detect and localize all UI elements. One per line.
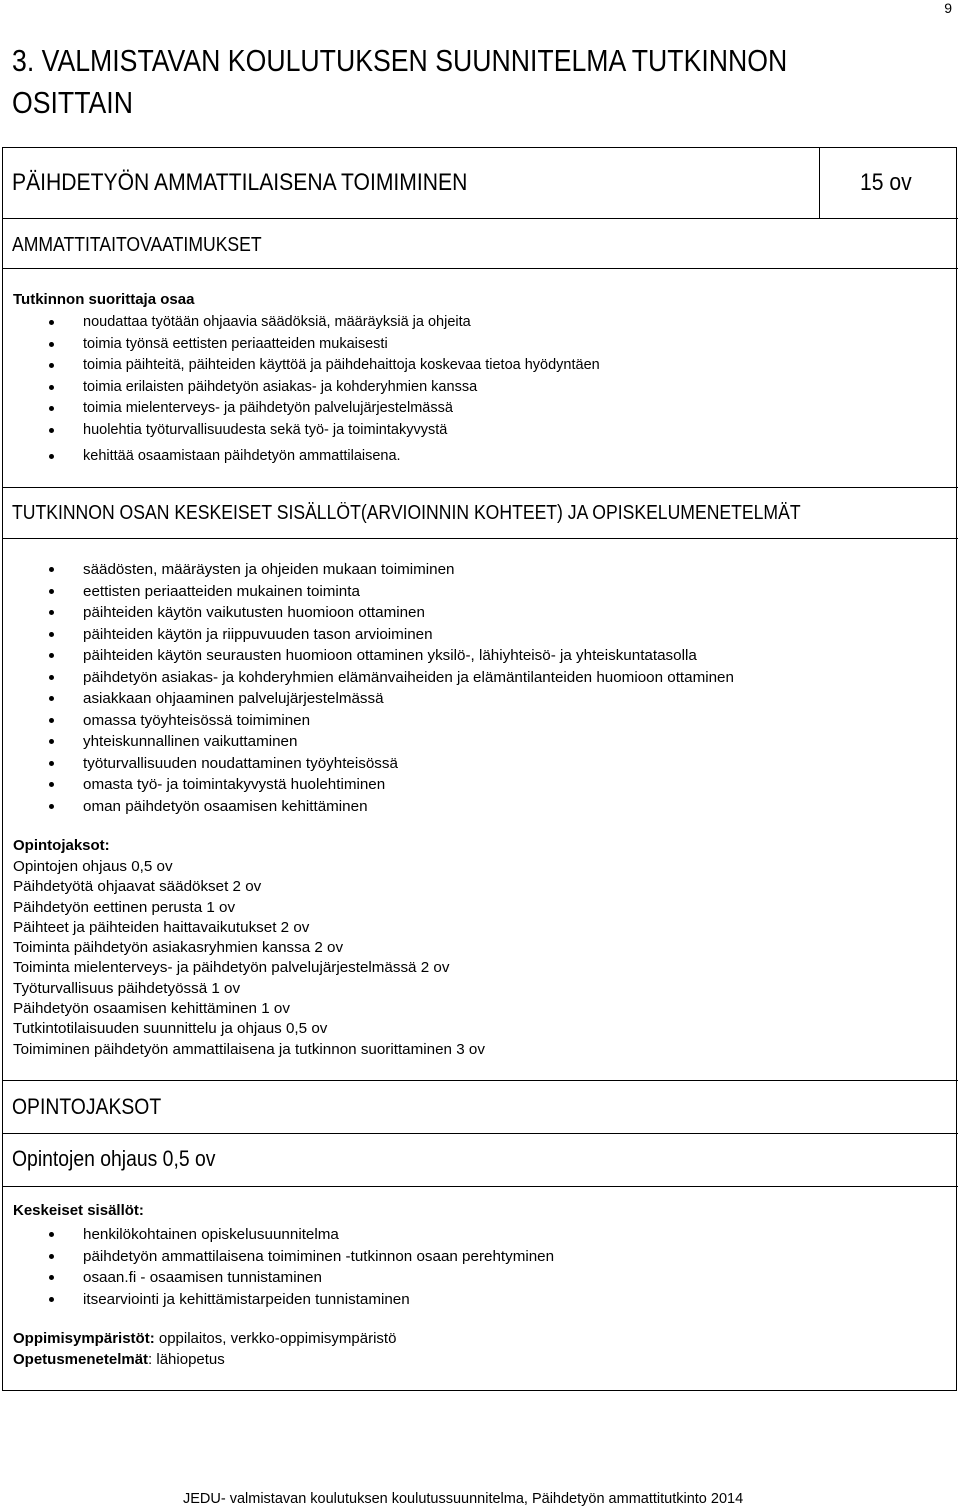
list-item: omassa työyhteisössä toimiminen bbox=[0, 710, 734, 732]
module-credits bbox=[860, 168, 919, 198]
list-item: eettisten periaatteiden mukainen toiminta bbox=[0, 581, 734, 603]
list-item: Opintojen ohjaus 0,5 ov bbox=[13, 858, 173, 875]
unit-title-text: Opintojen ohjaus 0,5 ov bbox=[12, 1146, 216, 1171]
learning-env-value: oppilaitos, verkko-oppimisympäristö bbox=[154, 1330, 397, 1347]
list-item: päihteiden käytön ja riippuvuuden tason arvioiminen bbox=[0, 624, 734, 646]
table-divider bbox=[2, 1133, 958, 1134]
study-units-list bbox=[13, 857, 485, 1060]
key-contents-list bbox=[0, 1224, 554, 1310]
list-item: Päihdetyön osaamisen kehittäminen 1 ov bbox=[13, 1000, 290, 1018]
table-divider bbox=[2, 538, 958, 539]
page-number: 9 bbox=[944, 0, 952, 16]
unit-title bbox=[12, 1145, 243, 1173]
list-item: toimia päihteitä, päihteiden käyttöä ja päihdehaittoja koskevaa tietoa hyödyntäen bbox=[0, 355, 600, 377]
list-item: osaan.fi - osaamisen tunnistaminen bbox=[0, 1267, 554, 1289]
opintojaksot-heading bbox=[12, 1093, 182, 1121]
contents-list bbox=[0, 559, 734, 818]
contents-heading bbox=[12, 501, 908, 525]
study-units-heading: Opintojaksot: bbox=[13, 837, 110, 854]
module-credits-text: 15 ov bbox=[860, 169, 912, 196]
list-item: työturvallisuuden noudattaminen työyhteisössä bbox=[0, 753, 734, 775]
table-divider bbox=[2, 1080, 958, 1081]
list-item: kehittää osaamistaan päihdetyön ammattilaisena. bbox=[0, 446, 600, 468]
list-item: säädösten, määräysten ja ohjeiden mukaan toimiminen bbox=[0, 559, 734, 581]
table-divider bbox=[2, 218, 958, 219]
list-item: päihdetyön ammattilaisena toimiminen -tutkinnon osaan perehtyminen bbox=[0, 1246, 554, 1268]
list-item: henkilökohtainen opiskelusuunnitelma bbox=[0, 1224, 554, 1246]
list-item: asiakkaan ohjaaminen palvelujärjestelmässä bbox=[0, 688, 734, 710]
list-item: Työturvallisuus päihdetyössä 1 ov bbox=[13, 979, 241, 997]
list-item: Toiminta päihdetyön asiakasryhmien kanssa 2 ov bbox=[13, 939, 344, 957]
module-title-text: PÄIHDETYÖN AMMATTILAISENA TOIMIMINEN bbox=[12, 169, 468, 196]
requirements-heading bbox=[12, 233, 296, 257]
list-item: toimia erilaisten päihdetyön asiakas- ja kohderyhmien kanssa bbox=[0, 377, 600, 399]
section-heading: 3. VALMISTAVAN KOULUTUKSEN SUUNNITELMA TUTKINNON OSITTAIN bbox=[12, 43, 788, 120]
key-contents-label: Keskeiset sisällöt: bbox=[13, 1202, 144, 1219]
list-item: päihteiden käytön seurausten huomioon ottaminen yksilö-, lähiyhteisö- ja yhteiskuntatasolla bbox=[0, 645, 734, 667]
table-divider bbox=[2, 1186, 958, 1187]
teaching-methods-value: : lähiopetus bbox=[148, 1351, 225, 1368]
teaching-methods-label: Opetusmenetelmät bbox=[13, 1351, 149, 1368]
contents-heading-text: TUTKINNON OSAN KESKEISET SISÄLLÖT(ARVIOINNIN KOHTEET) JA OPISKELUMENETELMÄT bbox=[12, 502, 801, 524]
requirements-intro: Tutkinnon suorittaja osaa bbox=[13, 291, 195, 308]
list-item: päihdetyön asiakas- ja kohderyhmien elämänvaiheiden ja elämäntilanteiden huomioon ottaminen bbox=[0, 667, 734, 689]
list-item: huolehtia työturvallisuudesta sekä työ- ja toimintakyvystä bbox=[0, 420, 600, 442]
list-item: Toimiminen päihdetyön ammattilaisena ja tutkinnon suorittaminen 3 ov bbox=[13, 1040, 485, 1058]
opintojaksot-heading-text: OPINTOJAKSOT bbox=[12, 1094, 162, 1119]
list-item: toimia mielenterveys- ja päihdetyön palvelujärjestelmässä bbox=[0, 398, 600, 420]
list-item: Tutkintotilaisuuden suunnittelu ja ohjaus 0,5 ov bbox=[13, 1020, 328, 1038]
list-item: Päihteet ja päihteiden haittavaikutukset 2 ov bbox=[13, 918, 310, 936]
list-item: noudattaa työtään ohjaavia säädöksiä, määräyksiä ja ohjeita bbox=[0, 312, 600, 334]
table-column-divider bbox=[819, 147, 820, 219]
list-item: Päihdetyön eettinen perusta 1 ov bbox=[13, 898, 236, 916]
requirements-heading-text: AMMATTITAITOVAATIMUKSET bbox=[12, 234, 262, 256]
list-item: Päihdetyötä ohjaavat säädökset 2 ov bbox=[13, 878, 262, 896]
list-item: itsearviointi ja kehittämistarpeiden tunnistaminen bbox=[0, 1289, 554, 1311]
learning-environments bbox=[13, 1329, 396, 1349]
list-item: yhteiskunnallinen vaikuttaminen bbox=[0, 731, 734, 753]
list-item: oman päihdetyön osaamisen kehittäminen bbox=[0, 796, 734, 818]
page-footer: JEDU- valmistavan koulutuksen koulutussuunnitelma, Päihdetyön ammattitutkinto 2014 bbox=[183, 1491, 744, 1507]
table-divider bbox=[2, 487, 958, 488]
table-divider bbox=[2, 268, 958, 269]
list-item: Toiminta mielenterveys- ja päihdetyön palvelujärjestelmässä 2 ov bbox=[13, 959, 450, 977]
list-item: toimia työnsä eettisten periaatteiden mukaisesti bbox=[0, 334, 600, 356]
list-item: omasta työ- ja toimintakyvystä huolehtiminen bbox=[0, 774, 734, 796]
requirements-list bbox=[0, 312, 600, 468]
learning-env-label: Oppimisympäristöt: bbox=[13, 1330, 155, 1347]
list-item: päihteiden käytön vaikutusten huomioon ottaminen bbox=[0, 602, 734, 624]
module-title bbox=[12, 168, 529, 198]
teaching-methods bbox=[13, 1350, 225, 1370]
